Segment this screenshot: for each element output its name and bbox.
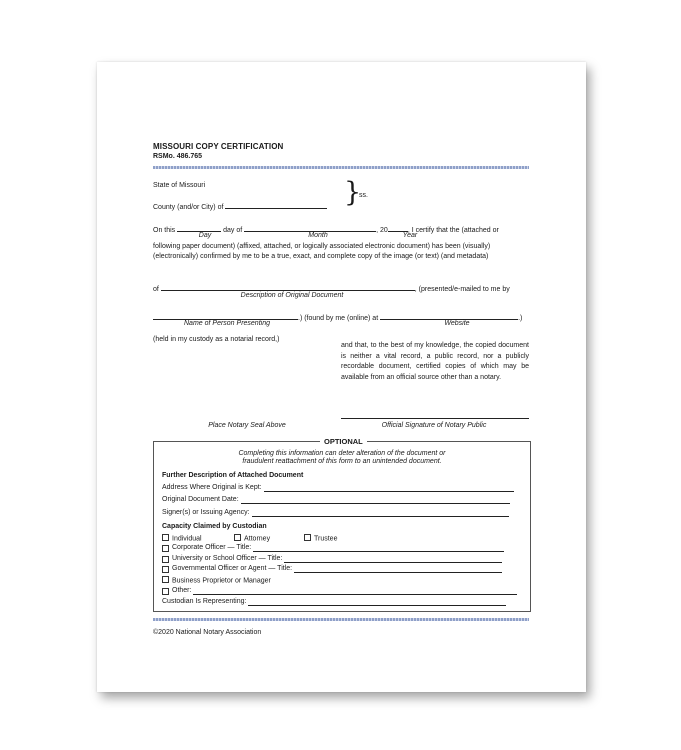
government-row — [162, 565, 502, 573]
form-page — [97, 62, 586, 692]
close-paren-text: .) — [518, 315, 523, 322]
knowledge-paragraph: and that, to the best of my knowledge, the copied document is neither a vital record, a public record, nor a publicly recordable document, certified copies of which may be available from an official source other than a notary. — [341, 342, 529, 381]
venue-county-label: County (and/or City) of — [153, 204, 224, 211]
representing-row — [162, 598, 506, 606]
month-blank — [244, 224, 376, 232]
attorney-label: Attorney — [244, 535, 271, 543]
venue-brace: } — [344, 177, 362, 208]
description-blank — [161, 283, 415, 291]
day-blank — [177, 224, 221, 232]
corporate-label: Corporate Officer — Title: — [172, 544, 252, 551]
individual-checkbox[interactable] — [162, 534, 169, 541]
corporate-checkbox[interactable] — [162, 545, 169, 552]
year-label: Year — [402, 232, 418, 239]
year-blank — [388, 224, 408, 232]
website-label: Website — [444, 320, 470, 327]
attorney-option[interactable] — [234, 534, 270, 544]
description-label: Description of Original Document — [240, 292, 344, 299]
original-date-label: Original Document Date: — [162, 496, 239, 503]
custody-text: (held in my custody as a notarial record,) — [153, 336, 280, 343]
copyright-text: ©2020 National Notary Association — [153, 629, 262, 636]
optional-note-2: fraudulent reattachment of this form to an unintended document. — [242, 458, 442, 465]
individual-label: Individual — [172, 535, 202, 543]
certify-text: , I certify that the (attached or — [407, 227, 499, 234]
other-field[interactable] — [193, 588, 517, 595]
signature-label: Official Signature of Notary Public — [381, 422, 487, 429]
further-description-heading: Further Description of Attached Document — [162, 472, 304, 479]
form-title: MISSOURI COPY CERTIFICATION — [153, 142, 284, 151]
signature-blank — [341, 418, 529, 419]
university-row — [162, 555, 502, 563]
optional-section — [153, 437, 531, 612]
person-blank — [153, 312, 298, 320]
person-label: Name of Person Presenting — [184, 320, 270, 327]
twenty-text: , 20 — [376, 227, 388, 234]
venue-state: State of Missouri — [153, 182, 206, 189]
other-checkbox[interactable] — [162, 588, 169, 595]
found-text: .) (found by me (online) at — [298, 315, 379, 322]
day-label: Day — [198, 232, 212, 239]
website-blank — [380, 312, 518, 320]
original-date-field[interactable] — [241, 497, 510, 504]
bottom-divider — [153, 618, 529, 621]
day-of-text: day of — [223, 227, 243, 234]
top-divider — [153, 166, 529, 169]
seal-label: Place Notary Seal Above — [208, 422, 286, 429]
trustee-checkbox[interactable] — [304, 534, 311, 541]
optional-title: OPTIONAL — [320, 437, 367, 446]
capacity-heading: Capacity Claimed by Custodian — [162, 523, 267, 530]
address-row — [162, 484, 514, 492]
government-checkbox[interactable] — [162, 566, 169, 573]
corporate-title-field[interactable] — [253, 545, 504, 552]
venue-ss: ss. — [359, 192, 368, 199]
corporate-row — [162, 544, 504, 552]
business-label: Business Proprietor or Manager — [172, 577, 271, 585]
body-line-2: following paper document) (affixed, attached, or logically associated electronic document) has been (visually) — [153, 243, 491, 250]
government-label: Governmental Officer or Agent — Title: — [172, 565, 293, 572]
other-label: Other: — [172, 587, 192, 594]
business-option[interactable] — [162, 576, 271, 586]
university-title-field[interactable] — [284, 556, 502, 563]
presented-text: , (presented/e-mailed to me by — [414, 286, 510, 293]
month-label: Month — [308, 232, 328, 239]
optional-note-1: Completing this information can deter alteration of the document or — [238, 450, 446, 457]
other-row — [162, 587, 517, 595]
signers-row — [162, 509, 509, 517]
university-checkbox[interactable] — [162, 556, 169, 563]
on-this-text: On this — [153, 227, 176, 234]
government-title-field[interactable] — [294, 566, 502, 573]
trustee-option[interactable] — [304, 534, 337, 544]
address-label: Address Where Original is Kept: — [162, 484, 262, 491]
venue-county-line — [153, 201, 327, 212]
representing-label: Custodian Is Representing: — [162, 598, 247, 605]
statute-reference: RSMo. 486.765 — [153, 153, 203, 160]
trustee-label: Trustee — [314, 535, 338, 543]
of-text: of — [153, 286, 159, 293]
county-blank — [225, 201, 327, 209]
body-line-3: (electronically) confirmed by me to be a true, exact, and complete copy of the image (or text) (and metadata) — [153, 253, 489, 260]
signers-label: Signer(s) or Issuing Agency: — [162, 509, 250, 516]
individual-option[interactable] — [162, 534, 202, 544]
signers-field[interactable] — [252, 510, 509, 517]
original-date-row — [162, 496, 510, 504]
representing-field[interactable] — [248, 599, 506, 606]
business-checkbox[interactable] — [162, 576, 169, 583]
university-label: University or School Officer — Title: — [172, 555, 283, 562]
attorney-checkbox[interactable] — [234, 534, 241, 541]
address-field[interactable] — [264, 485, 514, 492]
